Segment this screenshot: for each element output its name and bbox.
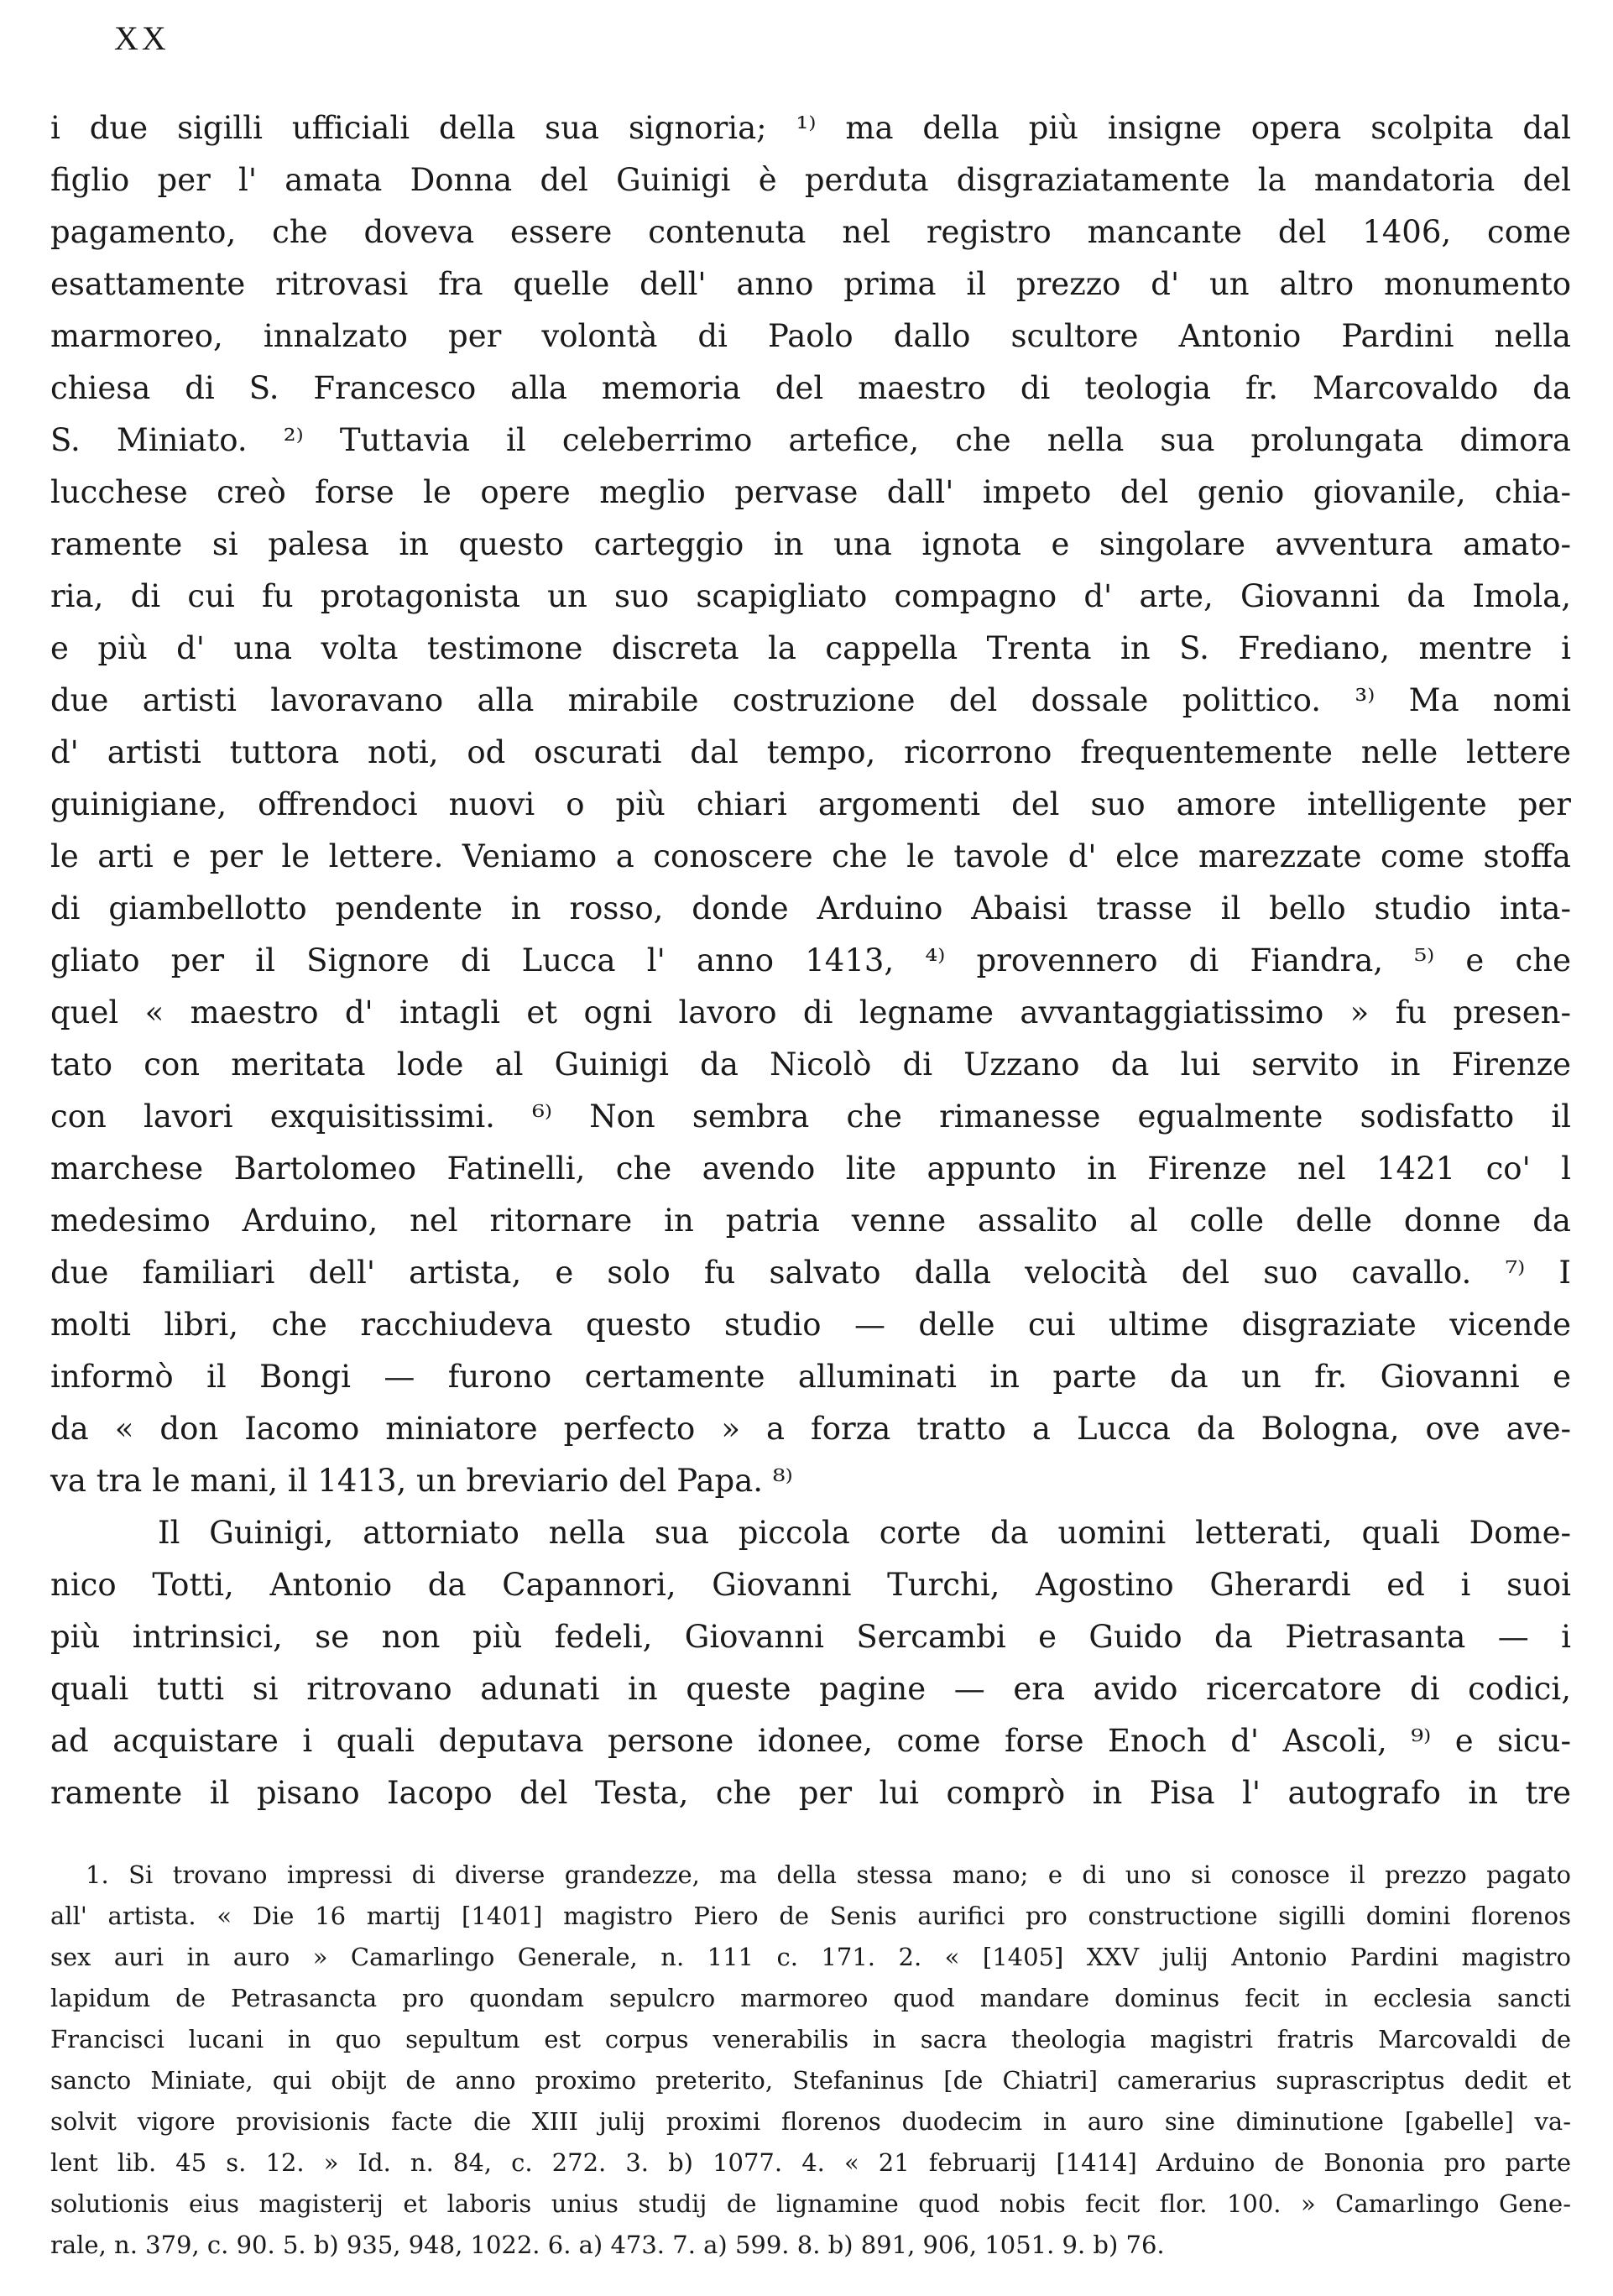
- text-line: esattamente ritrovasi fra quelle dell' anno prima il prezzo d' un altro monumento: [50, 266, 1571, 302]
- text-line: marmoreo, innalzato per volontà di Paolo dallo scultore Antonio Pardini nella: [50, 318, 1571, 354]
- text-line: lucchese creò forse le opere meglio pervase dall' impeto del genio giovanile, chia-: [50, 474, 1571, 510]
- text-line: le arti e per le lettere. Veniamo a conoscere che le tavole d' elce marezzate come stoffa: [50, 838, 1571, 874]
- text-line: quel « maestro d' intagli et ogni lavoro di legname avvantaggiatissimo » fu presen-: [50, 994, 1571, 1031]
- text-line: gliato per il Signore di Lucca l' anno 1413, ⁴⁾ provennero di Fiandra, ⁵⁾ e che: [50, 942, 1571, 978]
- text-line: ria, di cui fu protagonista un suo scapigliato compagno d' arte, Giovanni da Imola,: [50, 578, 1571, 614]
- text-line: e più d' una volta testimone discreta la cappella Trenta in S. Frediano, mentre i: [50, 630, 1571, 666]
- footnote-line: solvit vigore provisionis facte die XIII julij proximi florenos duodecim in auro sine diminutione [gabelle] va-: [50, 2107, 1571, 2136]
- page-number: XX: [114, 19, 170, 57]
- footnote-line: solutionis eius magisterij et laboris unius studij de lignamine quod nobis fecit flor. 100. » Camarlingo Gene-: [50, 2189, 1571, 2218]
- text-line: due familiari dell' artista, e solo fu salvato dalla velocità del suo cavallo. ⁷⁾ I: [50, 1255, 1571, 1291]
- text-line: più intrinsici, se non più fedeli, Giovanni Sercambi e Guido da Pietrasanta — i: [50, 1619, 1571, 1655]
- text-line: Il Guinigi, attorniato nella sua piccola corte da uomini letterati, quali Dome-: [158, 1515, 1571, 1551]
- main-text: [50, 102, 1571, 1819]
- footnote-line: Francisci lucani in quo sepultum est corpus venerabilis in sacra theologia magistri fratris Marcovaldi de: [50, 2025, 1571, 2053]
- footnote-line: sancto Miniate, qui obijt de anno proximo preterito, Stefaninus [de Chiatri] camerarius suprascriptus dedit et: [50, 2066, 1571, 2095]
- footnote-line: all' artista. « Die 16 martij [1401] magistro Piero de Senis aurifici pro constructione sigilli domini florenos: [50, 1902, 1571, 1930]
- text-line: chiesa di S. Francesco alla memoria del maestro di teologia fr. Marcovaldo da: [50, 370, 1571, 406]
- text-line: d' artisti tuttora noti, od oscurati dal tempo, ricorrono frequentemente nelle lettere: [50, 734, 1571, 770]
- footnotes: [50, 1855, 1571, 2266]
- text-line: con lavori exquisitissimi. ⁶⁾ Non sembra che rimanesse egualmente sodisfatto il: [50, 1098, 1571, 1135]
- footnote-line: sex auri in auro » Camarlingo Generale, n. 111 c. 171. 2. « [1405] XXV julij Antonio Pardini magistro: [50, 1943, 1571, 1971]
- footnote-line: rale, n. 379, c. 90. 5. b) 935, 948, 1022. 6. a) 473. 7. a) 599. 8. b) 891, 906, 1051. 9. b) 76.: [50, 2231, 1165, 2259]
- text-line: marchese Bartolomeo Fatinelli, che avendo lite appunto in Firenze nel 1421 co' l: [50, 1151, 1571, 1187]
- text-line: informò il Bongi — furono certamente alluminati in parte da un fr. Giovanni e: [50, 1359, 1571, 1395]
- text-line: ad acquistare i quali deputava persone idonee, come forse Enoch d' Ascoli, ⁹⁾ e sicu-: [50, 1723, 1571, 1759]
- text-line: va tra le mani, il 1413, un breviario del Papa. ⁸⁾: [50, 1463, 793, 1499]
- text-line: tato con meritata lode al Guinigi da Nicolò di Uzzano da lui servito in Firenze: [50, 1046, 1571, 1083]
- text-line: guinigiane, offrendoci nuovi o più chiari argomenti del suo amore intelligente per: [50, 786, 1571, 822]
- text-line: i due sigilli ufficiali della sua signoria; ¹⁾ ma della più insigne opera scolpita dal: [50, 110, 1571, 146]
- text-line: da « don Iacomo miniatore perfecto » a forza tratto a Lucca da Bologna, ove ave-: [50, 1411, 1571, 1447]
- text-line: nico Totti, Antonio da Capannori, Giovanni Turchi, Agostino Gherardi ed i suoi: [50, 1567, 1571, 1603]
- footnote-line: lent lib. 45 s. 12. » Id. n. 84, c. 272. 3. b) 1077. 4. « 21 februarij [1414] Arduino de Bononia pro parte: [50, 2148, 1571, 2177]
- text-line: S. Miniato. ²⁾ Tuttavia il celeberrimo artefice, che nella sua prolungata dimora: [50, 422, 1571, 458]
- text-line: quali tutti si ritrovano adunati in queste pagine — era avido ricercatore di codici,: [50, 1671, 1571, 1707]
- text-line: pagamento, che doveva essere contenuta nel registro mancante del 1406, come: [50, 214, 1571, 250]
- text-line: ramente si palesa in questo carteggio in una ignota e singolare avventura amato-: [50, 526, 1571, 562]
- text-line: medesimo Arduino, nel ritornare in patria venne assalito al colle delle donne da: [50, 1203, 1571, 1239]
- text-line: molti libri, che racchiudeva questo studio — delle cui ultime disgraziate vicende: [50, 1307, 1571, 1343]
- text-line: due artisti lavoravano alla mirabile costruzione del dossale polittico. ³⁾ Ma nomi: [50, 682, 1571, 718]
- footnote-line: lapidum de Petrasancta pro quondam sepulcro marmoreo quod mandare dominus fecit in ecclesia sancti: [50, 1984, 1571, 2012]
- text-line: figlio per l' amata Donna del Guinigi è perduta disgraziatamente la mandatoria del: [50, 162, 1571, 198]
- text-line: ramente il pisano Iacopo del Testa, che per lui comprò in Pisa l' autografo in tre: [50, 1775, 1571, 1811]
- text-line: di giambellotto pendente in rosso, donde Arduino Abaisi trasse il bello studio inta-: [50, 890, 1571, 926]
- footnote-line: 1. Si trovano impressi di diverse grandezze, ma della stessa mano; e di uno si conosce il prezzo pagato: [86, 1860, 1571, 1889]
